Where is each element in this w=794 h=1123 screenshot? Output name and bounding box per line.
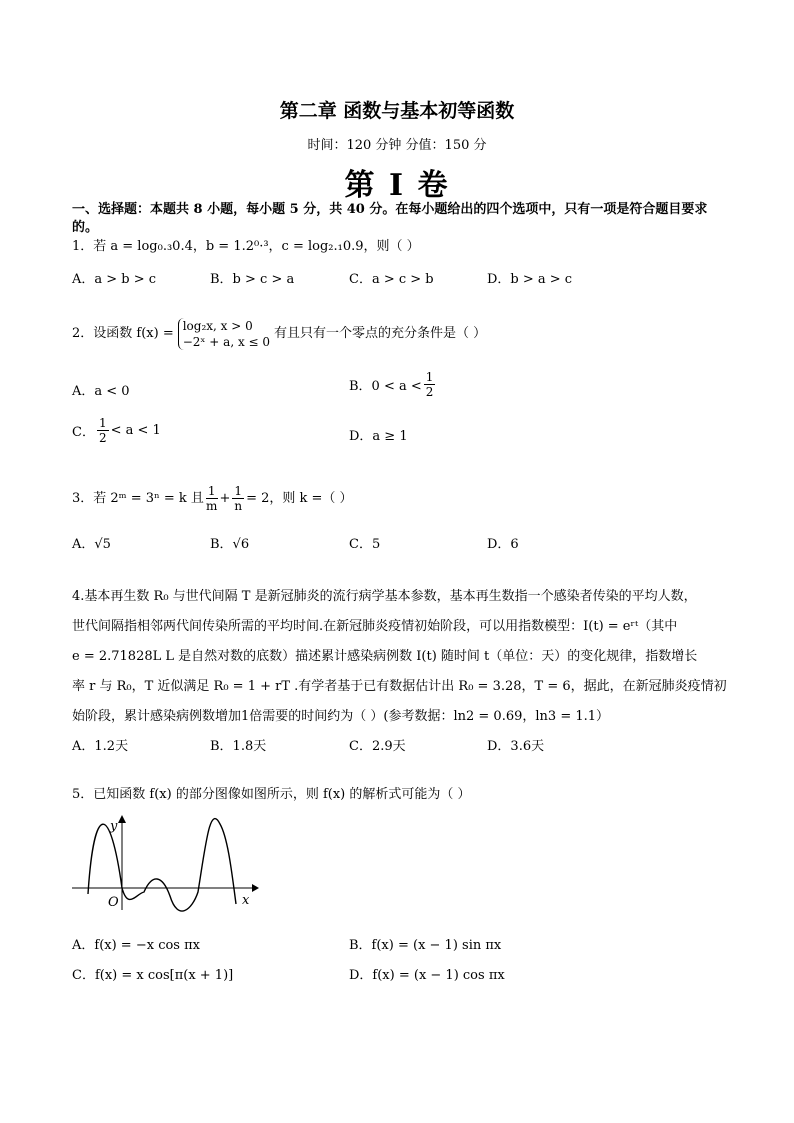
q4-line: e = 2.71828L L 是自然对数的底数）描述累计感染病例数 I(t) 随时间 t（单位：天）的变化规律，指数增长 xyxy=(72,649,698,664)
q2-case-1: log₂x, x > 0 xyxy=(182,319,253,333)
q4-option-c: C．2.9天 xyxy=(349,739,406,754)
q4-line: 4.基本再生数 R₀ 与世代间隔 T 是新冠肺炎的流行病学基本参数，基本再生数指一个感染者传染的平均人数， xyxy=(72,589,697,604)
fraction-denominator: 2 xyxy=(98,431,107,445)
q5-option-d: D．f(x) = (x − 1) cos πx xyxy=(349,968,505,983)
q2-option-c-fraction xyxy=(97,416,109,445)
q5-option-b: B．f(x) = (x − 1) sin πx xyxy=(349,938,502,953)
question-2-stem xyxy=(72,318,486,350)
q3-option-a: A．√5 xyxy=(72,537,111,552)
question-1-stem: 1．若 a = log₀.₃0.4，b = 1.2⁰·³，c = log₂.₁0.9，则（ ） xyxy=(72,239,420,254)
q2-option-c xyxy=(72,416,161,445)
q2-option-b-prefix: B．0 < a < xyxy=(349,379,422,394)
q3-option-d: D．6 xyxy=(487,537,519,552)
fraction-numerator: 1 xyxy=(234,484,243,498)
q2-option-a: A．a < 0 xyxy=(72,384,130,399)
volume-heading: 第 I 卷 xyxy=(344,168,450,203)
q5-option-c: C．f(x) = x cos[π(x + 1)] xyxy=(72,968,234,983)
page-title: 第二章 函数与基本初等函数 xyxy=(279,100,515,122)
q3-plus: + xyxy=(219,490,231,506)
y-axis-arrow xyxy=(118,815,126,823)
q3-fraction-2 xyxy=(232,484,244,513)
piecewise-brace xyxy=(178,318,270,350)
q1-option-d: D．b > a > c xyxy=(487,272,573,287)
q2-suffix: 有且只有一个零点的充分条件是（ ） xyxy=(274,326,487,341)
q3-option-b: B．√6 xyxy=(210,537,250,552)
question-5-stem: 5．已知函数 f(x) 的部分图像如图所示，则 f(x) 的解析式可能为（ ） xyxy=(72,787,471,802)
fraction-denominator: n xyxy=(234,499,243,513)
q1-option-c: C．a > c > b xyxy=(349,272,434,287)
q4-line: 始阶段，累计感染病例数增加1倍需要的时间约为（ ）(参考数据：ln2 = 0.69，ln3 = 1.1） xyxy=(72,709,610,724)
section-heading: 一、选择题：本题共 8 小题，每小题 5 分，共 40 分。在每小题给出的四个选项中，只有一项是符合题目要求的。 xyxy=(72,202,708,235)
q3-prefix: 3．若 2ᵐ = 3ⁿ = k 且 xyxy=(72,490,204,506)
q2-option-c-suffix: < a < 1 xyxy=(110,423,161,438)
q3-suffix: = 2，则 k =（ ） xyxy=(246,490,353,506)
q2-option-d: D．a ≥ 1 xyxy=(349,429,408,444)
q4-option-b: B．1.8天 xyxy=(210,739,267,754)
q2-option-c-prefix: C． xyxy=(72,425,95,440)
q4-option-d: D．3.6天 xyxy=(487,739,545,754)
q2-option-b-fraction xyxy=(424,370,436,399)
q4-line: 世代间隔指相邻两代间传染所需的平均时间.在新冠肺炎疫情初始阶段，可以用指数模型：I(t) = eʳᵗ（其中 xyxy=(72,619,678,634)
q2-option-b xyxy=(349,370,437,399)
y-axis-label: y xyxy=(110,819,118,834)
function-graph xyxy=(70,812,260,912)
q3-fraction-1 xyxy=(206,484,218,513)
q4-option-a: A．1.2天 xyxy=(72,739,129,754)
q1-option-b: B．b > c > a xyxy=(210,272,295,287)
exam-time-score: 时间：120 分钟 分值：150 分 xyxy=(307,138,487,153)
origin-label: O xyxy=(108,895,119,910)
q5-option-a: A．f(x) = −x cos πx xyxy=(72,938,200,953)
x-axis-arrow xyxy=(252,884,259,892)
fraction-denominator: m xyxy=(206,499,218,513)
q2-prefix: 2．设函数 f(x) = xyxy=(72,326,174,341)
fraction-numerator: 1 xyxy=(207,484,216,498)
q1-option-a: A．a > b > c xyxy=(72,272,157,287)
fraction-numerator: 1 xyxy=(425,370,434,384)
x-axis-label: x xyxy=(242,893,250,908)
question-4-stem xyxy=(72,582,732,732)
question-3-stem xyxy=(72,484,353,513)
fraction-denominator: 2 xyxy=(425,385,434,399)
q3-option-c: C．5 xyxy=(349,537,381,552)
q2-case-2: −2ˣ + a, x ≤ 0 xyxy=(182,335,271,349)
fraction-numerator: 1 xyxy=(98,416,107,430)
q4-line: 率 r 与 R₀，T 近似满足 R₀ = 1 + rT .有学者基于已有数据估计出 R₀ = 3.28，T = 6，据此，在新冠肺炎疫情初 xyxy=(72,679,727,694)
